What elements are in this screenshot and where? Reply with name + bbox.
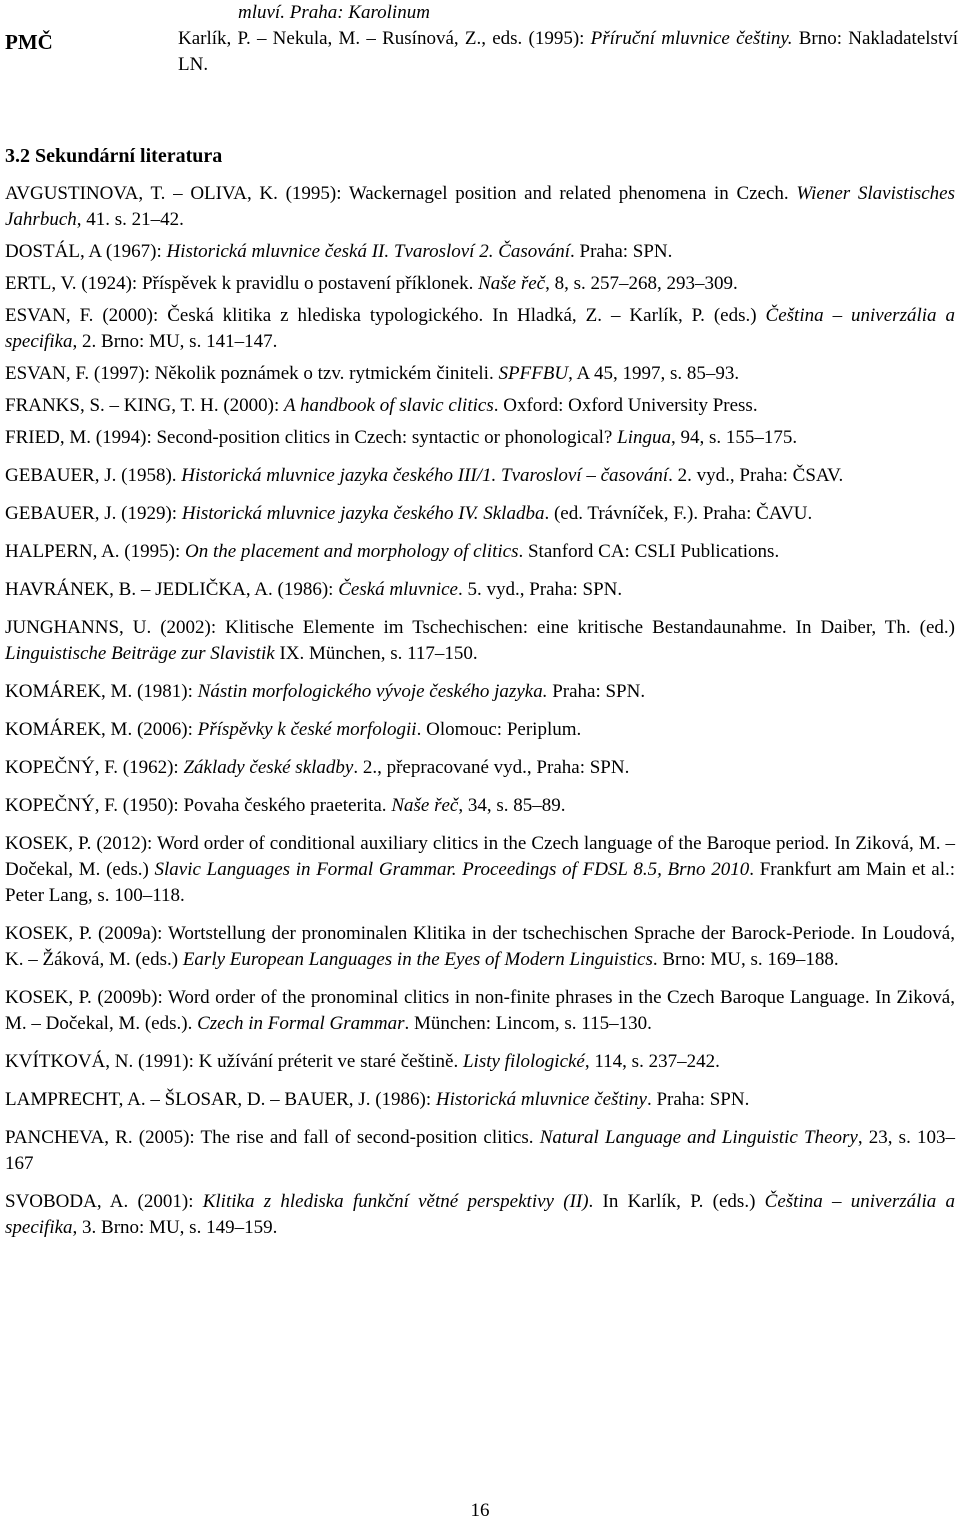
reference-text: DOSTÁL, A (1967): [5,241,167,262]
reference-title: Historická mluvnice češtiny [435,1089,647,1110]
reference-title: Základy české skladby [183,757,354,778]
reference-entry [5,239,955,265]
reference-text: AVGUSTINOVA, T. – OLIVA, K. (1995): Wackernagel position and related phenomena in Czech. [5,183,797,204]
reference-entry [5,793,955,819]
reference-title: Nástin morfologického vývoje českého jazyka. [197,681,548,702]
reference-text: , 114, s. 237–242. [584,1051,720,1072]
reference-title: Čeština – univerzália a specifika [5,1191,955,1238]
reference-title: Historická mluvnice jazyka českého IV. Skladba [181,503,545,524]
reference-text: . Oxford: Oxford University Press. [493,395,758,416]
section-heading: 3.2 Sekundární literatura [5,145,223,167]
reference-entry [5,271,955,297]
reference-line: mluví. Praha: Karolinum [238,2,430,23]
reference-text: KOPEČNÝ, F. (1962): [5,757,184,778]
reference-text: HALPERN, A. (1995): [5,541,185,562]
reference-text: JUNGHANNS, U. (2002): Klitische Elemente im Tschechischen: eine kritische Bestandaunahme. In Daiber, Th. (ed.) [5,617,955,638]
reference-text: Praha: SPN. [547,681,646,702]
abbreviation-label: PMČ [5,30,53,54]
reference-text: . (ed. Trávníček, F.). Praha: ČAVU. [544,503,813,524]
reference-entry [5,921,955,973]
reference-text: . Stanford CA: CSLI Publications. [518,541,780,562]
reference-title: Historická mluvnice jazyka českého III/1. Tvarosloví – časování [181,465,669,486]
reference-entry [5,1087,955,1113]
reference-title: Early European Languages in the Eyes of Modern Linguistics [182,949,653,970]
reference-text: KOSEK, P. (2009b): Word order of the pronominal clitics in non-finite phrases in the Czech Baroque Language. In Ziková, M. – Dočekal, M. (eds.). [5,987,955,1034]
reference-text: , 94, s. 155–175. [670,427,798,448]
reference-text: . In Karlík, P. (eds.) [588,1191,765,1212]
reference-text: . 5. vyd., Praha: SPN. [457,579,623,600]
reference-text: ESVAN, F. (2000): Česká klitika z hlediska typologického. In Hladká, Z. – Karlík, P. (eds.) [5,305,766,326]
reference-title: Natural Language and Linguistic Theory [539,1127,858,1148]
reference-entry [5,717,955,743]
reference-text: . 2. vyd., Praha: ČSAV. [668,465,844,486]
reference-entry [5,539,955,565]
reference-text: , 3. Brno: MU, s. 149–159. [72,1217,278,1238]
reference-title: Příspěvky k české morfologii [197,719,417,740]
reference-text: , A 45, 1997, s. 85–93. [568,363,740,384]
reference-entry [5,985,955,1037]
reference-entry [5,679,955,705]
reference-text: FRIED, M. (1994): Second-position clitics in Czech: syntactic or phonological? [5,427,618,448]
reference-title: Naše řeč [391,795,459,816]
reference-text: KOSEK, P. (2009a): Wortstellung der pronominalen Klitika in der tschechischen Sprache der Barock-Periode. In Loudová, K. – Žáková, M. (eds.) [5,923,955,970]
reference-text: PANCHEVA, R. (2005): The rise and fall of second-position clitics. [5,1127,540,1148]
continued-reference [178,0,958,78]
reference-entry [5,1189,955,1241]
reference-text: , 41. s. 21–42. [76,209,184,230]
reference-text: , 2. Brno: MU, s. 141–147. [72,331,278,352]
reference-title: On the placement and morphology of clitics [184,541,519,562]
reference-text: FRANKS, S. – KING, T. H. (2000): [5,395,285,416]
reference-title: A handbook of slavic clitics [284,395,494,416]
reference-title: Klitika z hlediska funkční větné perspektivy (II) [202,1191,589,1212]
reference-entry [5,393,955,419]
reference-text: . Brno: MU, s. 169–188. [652,949,839,970]
reference-text: , 23, s. 103–167 [5,1127,955,1174]
reference-text: , 34, s. 85–89. [458,795,566,816]
reference-text: . Frankfurt am Main et al.: Peter Lang, s. 100–118. [5,859,955,906]
reference-title: Historická mluvnice česká II. Tvarosloví 2. Časování [166,241,570,262]
reference-text: LAMPRECHT, A. – ŠLOSAR, D. – BAUER, J. (1986): [5,1089,436,1110]
reference-text: GEBAUER, J. (1958). [5,465,182,486]
reference-entry [5,463,955,489]
reference-title: Wiener Slavistisches Jahrbuch [5,183,955,230]
reference-text: KOMÁREK, M. (2006): [5,719,198,740]
reference-text: , 8, s. 257–268, 293–309. [545,273,738,294]
reference-title: Linguistische Beiträge zur Slavistik [5,643,275,664]
reference-text: KOSEK, P. (2012): Word order of conditional auxiliary clitics in the Czech language of the Baroque period. In Ziková, M. – Dočekal, M. (eds.) [5,833,955,880]
reference-title: Lingua [617,427,671,448]
reference-title: Čeština – univerzália a specifika [5,305,955,352]
reference-text: KOPEČNÝ, F. (1950): Povaha českého praeterita. [5,795,392,816]
reference-text: . Praha: SPN. [646,1089,750,1110]
reference-entry [5,1125,955,1177]
reference-title: SPFFBU [498,363,569,384]
reference-entry [5,1049,955,1075]
reference-text: . Olomouc: Periplum. [416,719,582,740]
reference-text: ESVAN, F. (1997): Několik poznámek o tzv. rytmickém činiteli. [5,363,499,384]
reference-entry [5,181,955,233]
reference-entry [5,755,955,781]
reference-entry [5,615,955,667]
reference-title: Česká mluvnice [338,579,458,600]
reference-entry [5,425,955,451]
reference-entry [5,303,955,355]
reference-text: KOMÁREK, M. (1981): [5,681,198,702]
reference-text: IX. München, s. 117–150. [274,643,478,664]
reference-text: . 2., přepracované vyd., Praha: SPN. [353,757,630,778]
reference-entry [5,831,955,909]
reference-title: Naše řeč [478,273,546,294]
reference-text: HAVRÁNEK, B. – JEDLIČKA, A. (1986): [5,579,339,600]
reference-text: KVÍTKOVÁ, N. (1991): K užívání préterit ve staré češtině. [5,1051,463,1072]
page-number: 16 [470,1500,490,1521]
reference-text: . München: Lincom, s. 115–130. [404,1013,652,1034]
reference-entry [5,577,955,603]
reference-title: Czech in Formal Grammar [197,1013,405,1034]
reference-text: ERTL, V. (1924): Příspěvek k pravidlu o postavení příklonek. [5,273,479,294]
reference-text: SVOBODA, A. (2001): [5,1191,203,1212]
reference-title: Listy filologické [462,1051,585,1072]
reference-line: Karlík, P. – Nekula, M. – Rusínová, Z., eds. (1995): Příruční mluvnice češtiny. Brno: Nakladatelství LN. [178,28,959,75]
reference-entry [5,361,955,387]
reference-text: . Praha: SPN. [570,241,673,262]
reference-list [5,181,955,1253]
reference-entry [5,501,955,527]
reference-title: Slavic Languages in Formal Grammar. Proceedings of FDSL 8.5, Brno 2010 [154,859,750,880]
reference-text: GEBAUER, J. (1929): [5,503,182,524]
